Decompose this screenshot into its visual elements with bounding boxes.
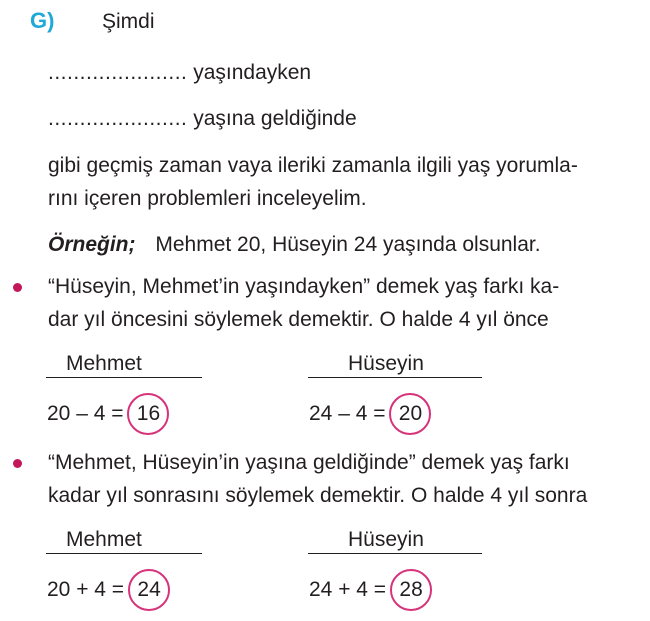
equation-mehmet-future — [47, 569, 170, 611]
result-circle: 16 — [127, 393, 169, 435]
result-circle: 20 — [389, 393, 431, 435]
result-circle: 24 — [128, 569, 170, 611]
intro-word: Şimdi — [102, 10, 155, 33]
equation-mehmet-past — [47, 393, 169, 435]
column-rule — [308, 377, 482, 378]
bullet1-line-2: dar yıl öncesini söylemek demektir. O halde 4 yıl önce — [48, 308, 549, 331]
column-head-huseyin: Hüseyin — [348, 528, 424, 551]
bullet1-line-1: “Hüseyin, Mehmet’in yaşındayken” demek yaş farkı ka- — [48, 275, 560, 298]
equation-expr: 20 – 4 = — [47, 402, 124, 425]
section-label: G) — [30, 8, 55, 33]
fill-dots: ...................... — [48, 61, 188, 84]
column-rule — [308, 553, 482, 554]
bullet-dot — [13, 283, 22, 292]
example-label: Örneğin; — [48, 233, 136, 256]
fill-text: yaşına geldiğinde — [193, 107, 357, 130]
example-text: Mehmet 20, Hüseyin 24 yaşında olsunlar. — [155, 233, 541, 256]
bullet2-line-1: “Mehmet, Hüseyin’in yaşına geldiğinde” demek yaş farkı — [48, 451, 570, 474]
column-head-huseyin: Hüseyin — [348, 352, 424, 375]
equation-huseyin-past — [309, 393, 431, 435]
fill-dots: ...................... — [48, 107, 188, 130]
example-line — [48, 232, 541, 258]
bullet2-line-2: kadar yıl sonrasını söylemek demektir. O halde 4 yıl sonra — [48, 484, 588, 507]
fill-line-2 — [48, 106, 357, 132]
column-head-mehmet: Mehmet — [66, 528, 142, 551]
column-head-mehmet: Mehmet — [66, 352, 142, 375]
fill-line-1 — [48, 60, 311, 86]
bullet-dot — [13, 459, 22, 468]
result-circle: 28 — [390, 569, 432, 611]
column-rule — [46, 553, 202, 554]
equation-expr: 20 + 4 = — [47, 578, 125, 601]
equation-huseyin-future — [309, 569, 432, 611]
column-rule — [46, 377, 202, 378]
fill-text: yaşındayken — [193, 61, 312, 84]
paragraph-line-1: gibi geçmiş zaman vaya ileriki zamanla ilgili yaş yorumla- — [48, 154, 578, 177]
equation-expr: 24 + 4 = — [309, 578, 387, 601]
equation-expr: 24 – 4 = — [309, 402, 386, 425]
paragraph-line-2: rını içeren problemleri inceleyelim. — [48, 187, 367, 210]
